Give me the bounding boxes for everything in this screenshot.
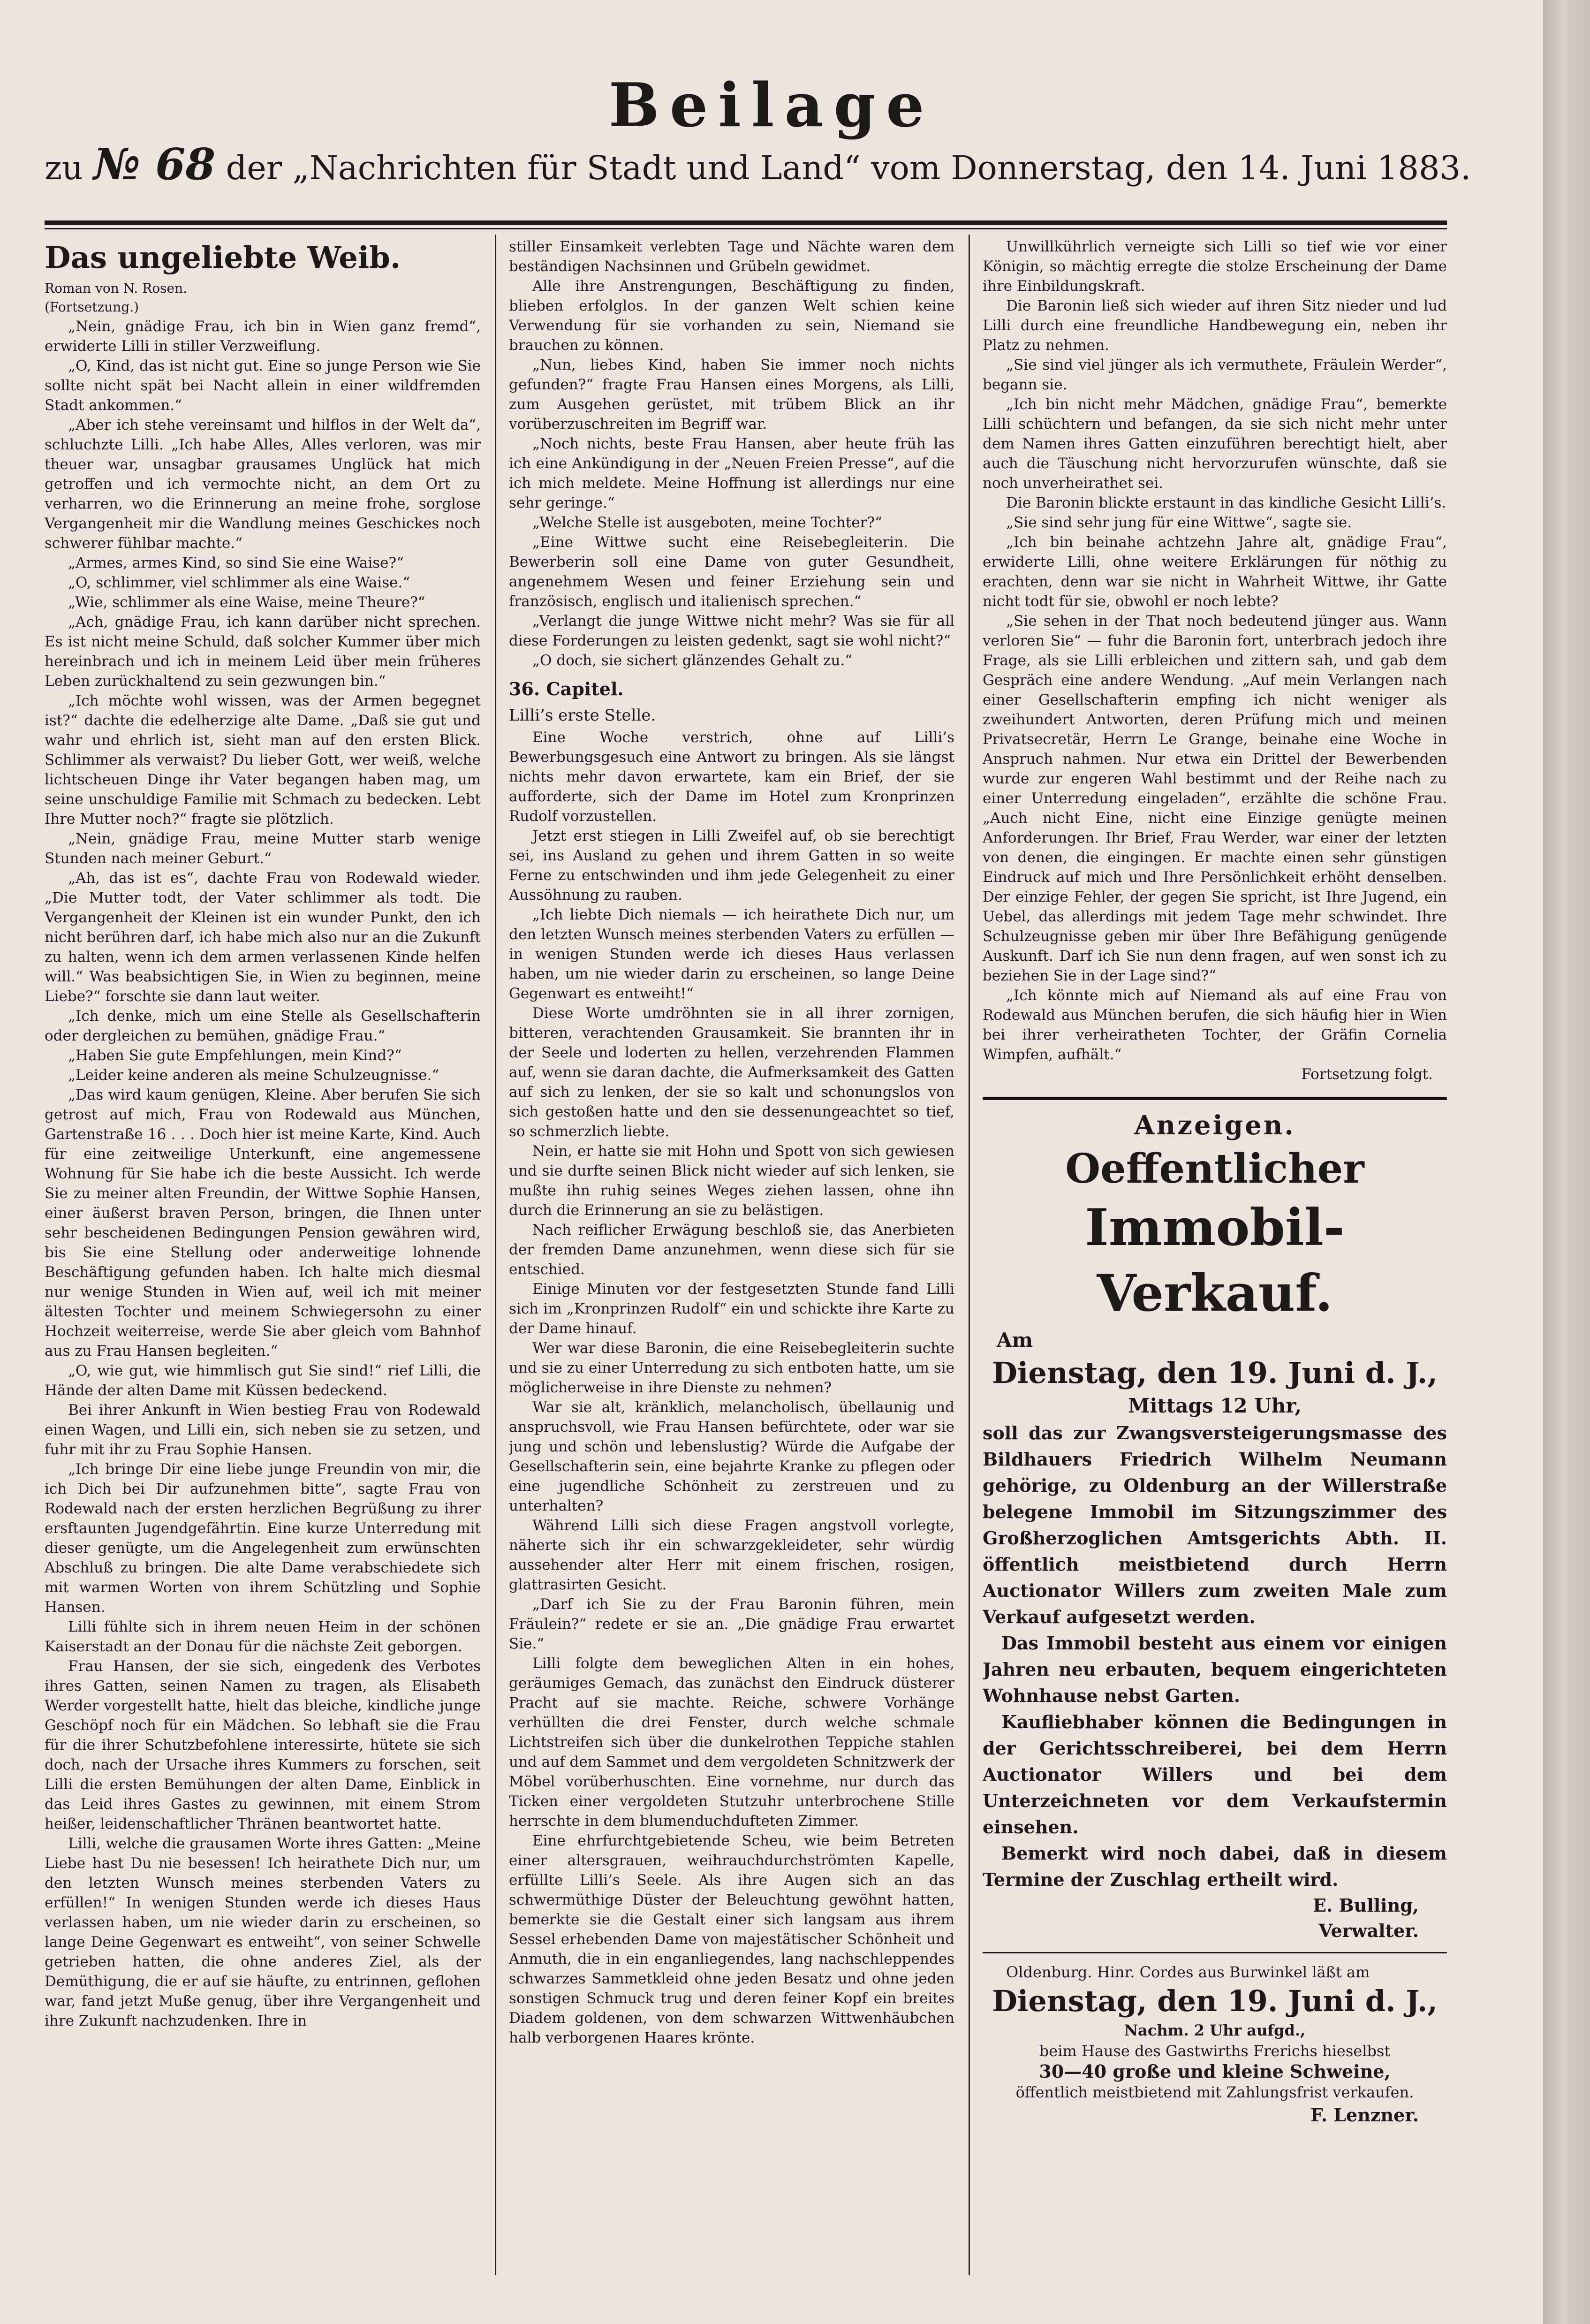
paragraph: Bei ihrer Ankunft in Wien bestieg Frau von Rodewald einen Wagen, und Lilli ein, sich neben sie zu setzen, und fuhr mit ihr zu Frau Sophie Hansen. bbox=[45, 1402, 481, 1458]
ad-title-line1: Oeffentlicher bbox=[1065, 1145, 1364, 1192]
ad2-terms: öffentlich meistbietend mit Zahlungsfrist verkaufen. bbox=[1015, 2083, 1414, 2101]
paragraph: Lilli folgte dem beweglichen Alten in ein hohes, geräumiges Gemach, das zunächst den Eindruck düsterer Pracht auf sie machte. Reiche, schwere Vorhänge verhüllten die drei Fenster, durch welche schmale Lichtstreifen sich über die dunkelrothen Teppiche stahlen und auf dem Sammet und dem vergoldeten Schnitzwerk der Möbel vorüberhuschten. Eine vornehme, nur durch das Ticken einer vergoldeten Stutzuhr unterbrochene Stille herrschte in dem blumenduchdufteten Zimmer. bbox=[509, 1655, 954, 1830]
story-continuation: (Fortsetzung.) bbox=[45, 299, 139, 315]
paragraph: Jetzt erst stiegen in Lilli Zweifel auf, ob sie berechtigt sei, ins Ausland zu gehen und ihrem Gatten in so weite Ferne zu entschwinden und ihm jede Gelegenheit zu einer Aussöhnung zu rauben. bbox=[509, 828, 954, 904]
ad2-details bbox=[983, 2020, 1447, 2103]
paragraph: „Nein, gnädige Frau, meine Mutter starb wenige Stunden nach meiner Geburt.“ bbox=[45, 830, 481, 867]
ad-title-line2: Immobil-Verkauf. bbox=[1085, 1198, 1345, 1323]
paragraph: Eine Woche verstrich, ohne auf Lilli’s Bewerbungsgesuch eine Antwort zu bringen. Als sie längst nichts mehr davon erwartete, kam ein Brief, der sie aufforderte, sich der Dame im Hotel zum Kronprinzen Rudolf vorzustellen. bbox=[509, 729, 954, 825]
paragraph: „Sie sind viel jünger als ich vermuthete, Fräulein Werder“, begann sie. bbox=[983, 357, 1447, 393]
ad2-body bbox=[983, 1962, 1447, 1982]
chapter-title: Lilli’s erste Stelle. bbox=[509, 706, 656, 725]
paragraph: „Ich bin beinahe achtzehn Jahre alt, gnädige Frau“, erwiderte Lilli, ohne weitere Erklärungen für nöthig zu erachten, denn war sie nicht in Wahrheit Wittwe, ihr Gatte nicht todt für sie, obwohl er noch lebte? bbox=[983, 534, 1447, 610]
paragraph: Lilli fühlte sich in ihrem neuen Heim in der schönen Kaiserstadt an der Donau für die nächste Zeit geborgen. bbox=[45, 1618, 481, 1655]
paragraph: Eine ehrfurchtgebietende Scheu, wie beim Betreten einer altersgrauen, weihrauchdurchströmten Kapelle, erfüllte Lilli’s Seele. Als ihre Augen sich an das schwermüthige Düster der Beleuchtung gewöhnt hatten, bemerkte sie die Gestalt einer sich langsam aus ihrem Sessel erhebenden Dame von majestätischer Schönheit und Anmuth, die in ein enganliegendes, lang nachschleppendes schwarzes Sammetkleid ohne jeden Besatz und ohne jeden sonstigen Schmuck trug und deren feiner Kopf ein breites Diadem goldenen, von dem schwarzen Wittwenhäubchen halb verborgenen Haares krönte. bbox=[509, 1832, 954, 2046]
paragraph: „Armes, armes Kind, so sind Sie eine Waise?“ bbox=[68, 554, 404, 571]
ad-paragraph: Das Immobil besteht aus einem vor einigen Jahren neu erbauten, bequem eingerichteten Wohnhause nebst Garten. bbox=[983, 1633, 1447, 1706]
column-1-text bbox=[45, 317, 481, 2031]
column-1 bbox=[45, 237, 481, 2273]
issue-number: № 68 bbox=[93, 139, 216, 190]
ad2-date: Dienstag, den 19. Juni d. J., bbox=[992, 1984, 1438, 2018]
paragraph: stiller Einsamkeit verlebten Tage und Nächte waren dem beständigen Nachsinnen und Grübeln gewidmet. bbox=[509, 238, 954, 275]
section-rule bbox=[983, 1097, 1447, 1100]
header-rule bbox=[45, 220, 1447, 225]
ad-time: Mittags 12 Uhr, bbox=[1128, 1394, 1302, 1417]
paragraph: „Wie, schlimmer als eine Waise, meine Theure?“ bbox=[68, 594, 425, 611]
ad2-goods: 30—40 große und kleine Schweine, bbox=[1039, 2061, 1391, 2082]
ad-date: Dienstag, den 19. Juni d. J., bbox=[992, 1356, 1438, 1390]
paragraph: Nein, er hatte sie mit Hohn und Spott von sich gewiesen und sie durfte seinen Blick nicht wieder auf sich lenken, sie mußte ihn ruhig seines Weges ziehen lassen, ohne ihn durch die Erinnerung an sie zu belästigen. bbox=[509, 1143, 954, 1219]
ads-heading: Anzeigen. bbox=[1134, 1110, 1295, 1141]
paragraph: „Haben Sie gute Empfehlungen, mein Kind?“ bbox=[68, 1047, 402, 1064]
paragraph: „Ich bringe Dir eine liebe junge Freundin von mir, die ich Dich bei Dir aufzunehmen bitte“, sagte Frau von Rodewald nach der ersten herzlichen Begrüßung zu ihrer ersftaunten Jugendgefährtin. Eine kurze Unterredung mit dieser genügte, um die Angelegenheit zum erwünschten Abschluß zu bringen. Die alte Dame verabschiedete sich mit warmen Worten von ihrem Schützling und Sophie Hansen. bbox=[45, 1461, 481, 1616]
paragraph: „Das wird kaum genügen, Kleine. Aber berufen Sie sich getrost auf mich, Frau von Rodewald aus München, Gartenstraße 16 . . . Doch hier ist meine Karte, Kind. Auch für eine zeitweilige Unterkunft, eine angemessene Wohnung für Sie habe ich die beste Aussicht. Ich werde Sie zu meiner alten Freundin, der Wittwe Sophie Hansen, einer äußerst braven Person, bringen, die Ihnen unter sehr bescheidenen Bedingungen Pension gewähren wird, bis Sie eine Stellung oder anderweitige lohnende Beschäftigung gefunden haben. Ich halte mich diesmal nur wenige Stunden in Wien auf, weil ich mit meiner ältesten Tochter und meinem Schwiegersohn zu einer Hochzeit weiterreise, werde Sie aber gleich vom Bahnhof aus zu Frau Hansen begleiten.“ bbox=[45, 1086, 481, 1359]
paragraph: „Ach, gnädige Frau, ich kann darüber nicht sprechen. Es ist nicht meine Schuld, daß solcher Kummer über mich hereinbrach und ich in meinem Leid über mein früheres Leben zurückhaltend zu sein gezwungen bin.“ bbox=[45, 614, 481, 690]
ad-paragraph: Bemerkt wird noch dabei, daß in diesem Termine der Zuschlag ertheilt wird. bbox=[983, 1843, 1447, 1890]
paragraph: „Verlangt die junge Wittwe nicht mehr? Was sie für all diese Forderungen zu leisten gedenkt, sagt sie wohl nicht?“ bbox=[509, 613, 954, 649]
column-2 bbox=[509, 237, 954, 2273]
subtitle-pre: zu bbox=[45, 149, 83, 187]
column-3 bbox=[983, 237, 1447, 2273]
paragraph: „Ich liebte Dich niemals — ich heirathete Dich nur, um den letzten Wunsch meines sterbenden Vaters zu erfüllen — in wenigen Stunden werde ich dieses Haus verlassen haben, um nie wieder darin zu erscheinen, so lange Deine Gegenwart es entweiht!“ bbox=[509, 906, 954, 1002]
paragraph: „Sie sehen in der That noch bedeutend jünger aus. Wann verloren Sie“ — fuhr die Baronin fort, unterbrach jedoch ihre Frage, als sie Lilli erbleichen und zittern sah, und gab dem Gespräch eine andere Wendung. „Auf mein Verlangen nach einer Gesellschafterin empfing ich nicht weniger als zweihundert Antworten, deren Prüfung mich und meinen Privatsecretär, Herrn Le Grange, beinahe eine Woche in Anspruch nahmen. Nur etwa ein Drittel der Bewerbenden wurde zur engeren Wahl bestimmt und der Reihe nach zu einer Unterredung eingeladen“, erzählte die schöne Frau. „Auch nicht Eine, nicht eine Einzige genügte meinen Anforderungen. Ihr Brief, Frau Werder, war einer der letzten von denen, die eingingen. Er machte einen sehr günstigen Eindruck auf mich und Ihre Persönlichkeit erhöht denselben. Der einzige Fehler, der gegen Sie spricht, ist Ihre Jugend, ein Uebel, das allerdings mit jedem Tage mehr schwindet. Ihre Schulzeugnisse geben mir über Ihre Befähigung genügende Auskunft. Darf ich Sie nun denn fragen, auf wen sonst ich zu beziehen Sie in der Lage sind?“ bbox=[983, 613, 1447, 984]
ad-divider bbox=[983, 1952, 1447, 1953]
paragraph: Die Baronin ließ sich wieder auf ihren Sitz nieder und lud Lilli durch eine freundliche Handbewegung ein, neben ihr Platz zu nehmen. bbox=[983, 297, 1447, 354]
paragraph: „Ich denke, mich um eine Stelle als Gesellschafterin oder dergleichen zu bemühen, gnädige Frau.“ bbox=[45, 1008, 481, 1044]
ad-signature-name: E. Bulling, bbox=[1313, 1895, 1419, 1916]
paragraph: „Welche Stelle ist ausgeboten, meine Tochter?“ bbox=[532, 514, 882, 531]
ad2-place: beim Hause des Gastwirths Frerichs hieselbst bbox=[1039, 2042, 1391, 2060]
subtitle-post: der „Nachrichten für Stadt und Land“ vom Donnerstag, den 14. Juni 1883. bbox=[226, 149, 1471, 187]
paragraph: Einige Minuten vor der festgesetzten Stunde fand Lilli sich im „Kronprinzen Rudolf“ ein und schickte ihre Karte zu der Dame hinauf. bbox=[509, 1281, 954, 1337]
ad-paragraph: soll das zur Zwangsversteigerungsmasse des Bildhauers Friedrich Wilhelm Neumann gehörige, zu Oldenburg an der Willerstraße belegene Immobil im Sitzungszimmer des Großherzoglichen Amtsgerichts Abth. II. öffentlich meistbietend durch Herrn Auctionator Willers zum zweiten Male zum Verkauf aufgesetzt werden. bbox=[983, 1422, 1447, 1627]
paragraph: „Leider keine anderen als meine Schulzeugnisse.“ bbox=[68, 1067, 439, 1084]
to-be-continued: Fortsetzung folgt. bbox=[1301, 1066, 1433, 1083]
supplement-title: Beilage bbox=[608, 70, 935, 141]
paragraph: Alle ihre Anstrengungen, Beschäftigung zu finden, blieben erfolglos. In der ganzen Welt schien keine Verwendung für sie vorhanden zu sein, Niemand sie brauchen zu können. bbox=[509, 278, 954, 354]
paragraph: „O, Kind, das ist nicht gut. Eine so junge Person wie Sie sollte nicht spät bei Nacht allein in einer wildfremden Stadt ankommen.“ bbox=[45, 357, 481, 414]
paragraph: Frau Hansen, der sie sich, eingedenk des Verbotes ihres Gatten, seinen Namen zu tragen, als Elisabeth Werder vorgestellt hatte, hielt das bleiche, kindliche junge Geschöpf noch für ein Mädchen. So lebhaft sie die Frau für die ihrer Schutzbefohlene interessirte, hütete sie sich doch, nach der Ursache ihres Kummers zu forschen, seit Lilli die ersten Bemühungen der alten Dame, Einblick in das Leid ihres Gastes zu gewinnen, mit einem Strom heißer, leidenschaftlicher Thränen beantwortet hatte. bbox=[45, 1658, 481, 1832]
paragraph: „Ich bin nicht mehr Mädchen, gnädige Frau“, bemerkte Lilli schüchtern und befangen, da sie sich nicht mehr unter dem Namen ihres Gatten einzuführen berechtigt hielt, aber auch die Täuschung nicht hervorzurufen wünschte, daß sie noch unverheirathet sei. bbox=[983, 396, 1447, 492]
paragraph: Unwillkührlich verneigte sich Lilli so tief wie vor einer Königin, so mächtig erregte die stolze Erscheinung der Dame ihre Einbildungskraft. bbox=[983, 238, 1447, 295]
paragraph: „Nein, gnädige Frau, ich bin in Wien ganz fremd“, erwiderte Lilli in stiller Verzweiflung. bbox=[45, 318, 481, 355]
header-rule-thin bbox=[45, 228, 1447, 229]
paragraph: „Ich möchte wohl wissen, was der Armen begegnet ist?“ dachte die edelherzige alte Dame. „Daß sie gut und wahr und ehrlich ist, sieht man auf den ersten Blick. Schlimmer als verwaist? Du lieber Gott, wer weiß, welche lichtscheuen Dinge ihr Vater begangen haben mag, um seine unschuldige Familie mit Schmach zu bedecken. Lebt Ihre Mutter noch?“ fragte sie plötzlich. bbox=[45, 692, 481, 828]
paragraph: Diese Worte umdröhnten sie in all ihrer zornigen, bitteren, verachtenden Grausamkeit. Sie brannten ihr in der Seele und loderten zu hellen, verzehrenden Flammen auf, wenn sie daran dachte, die Aufmerksamkeit des Gatten auf sich zu lenken, der sie so kalt und schonungslos von sich gestoßen hatte und den sie dessenungeachtet so tief, so schmerzlich liebte. bbox=[509, 1005, 954, 1140]
chapter-number: 36. Capitel. bbox=[509, 678, 624, 699]
paragraph: Lilli, welche die grausamen Worte ihres Gatten: „Meine Liebe hast Du nie besessen! Ich heirathete Dich nur, um den letzten Wunsch meines sterbenden Vaters zu erfüllen!“ In wenigen Stunden werde ich dieses Haus verlassen haben, um nie wieder darin zu erscheinen, so lange Deine Gegenwart es entweiht“, von seiner Schwelle getrieben hatten, die ohne anderes Ziel, als der Demüthigung, die er auf sie häufte, zu entrinnen, geflohen war, fand jetzt Muße genug, über ihre Vergangenheit und ihre Zukunft nachzudenken. Ihre in bbox=[45, 1835, 481, 2029]
masthead-subtitle bbox=[45, 139, 1471, 191]
paragraph: „O, schlimmer, viel schlimmer als eine Waise.“ bbox=[68, 574, 410, 591]
story-byline: Roman von N. Rosen. bbox=[45, 281, 188, 296]
column-divider bbox=[969, 235, 970, 2275]
paragraph: War sie alt, kränklich, melancholisch, übellaunig und anspruchsvoll, wie Frau Hansen befürchtete, oder war sie jung und schön und lebenslustig? Würde die Aufgabe der Gesellschafterin sein, eine bejahrte Kranke zu pflegen oder eine jugendliche Schönheit zu zerstreuen und zu unterhalten? bbox=[509, 1399, 954, 1514]
paragraph: „Darf ich Sie zu der Frau Baronin führen, mein Fräulein?“ redete er sie an. „Die gnädige Frau erwartet Sie.“ bbox=[509, 1596, 954, 1652]
paragraph: „Sie sind sehr jung für eine Wittwe“, sagte sie. bbox=[1006, 514, 1352, 531]
ad-signature-role: Verwalter. bbox=[1318, 1920, 1419, 1941]
paragraph: „Ah, das ist es“, dachte Frau von Rodewald wieder. „Die Mutter todt, der Vater schlimmer als todt. Die Vergangenheit der Kleinen ist ein wunder Punkt, den ich nicht berühren darf, ich habe mich also nur an die Zukunft zu halten, wenn ich dem armen verlassenen Kinde helfen will.“ Was beabsichtigen Sie, in Wien zu beginnen, meine Liebe?“ forschte sie dann laut weiter. bbox=[45, 870, 481, 1005]
paragraph: Wer war diese Baronin, die eine Reisebegleiterin suchte und sie zu einer Unterredung zu sich entboten hatte, um sie möglicherweise in ihre Dienste zu nehmen? bbox=[509, 1340, 954, 1396]
paragraph: „O, wie gut, wie himmlisch gut Sie sind!“ rief Lilli, die Hände der alten Dame mit Küssen bedeckend. bbox=[45, 1362, 481, 1399]
ad-paragraph: Kaufliebhaber können die Bedingungen in der Gerichtsschreiberei, bei dem Herrn Auctionator Willers und bei dem Unterzeichneten vor dem Verkaufstermin einsehen. bbox=[983, 1711, 1447, 1838]
paragraph: „Eine Wittwe sucht eine Reisebegleiterin. Die Bewerberin soll eine Dame von guter Gesundheit, angenehmem Wesen und feiner Erziehung sein und französisch, englisch und italienisch sprechen.“ bbox=[509, 534, 954, 610]
ad-body bbox=[983, 1420, 1447, 1893]
ad2-signature: F. Lenzner. bbox=[1310, 2104, 1419, 2126]
ad-am: Am bbox=[997, 1329, 1033, 1352]
masthead bbox=[0, 70, 1543, 141]
paragraph: „O doch, sie sichert glänzendes Gehalt zu.“ bbox=[532, 652, 853, 669]
paragraph: „Noch nichts, beste Frau Hansen, aber heute früh las ich eine Ankündigung in der „Neuen Freien Presse“, auf die ich mich meldete. Meine Hoffnung ist allerdings nur eine sehr geringe.“ bbox=[509, 435, 954, 511]
paragraph: „Ich könnte mich auf Niemand als auf eine Frau von Rodewald aus München berufen, die sich häufig hier in Wien bei ihrer verheiratheten Tochter, der Gräfin Cornelia Wimpfen, aufhält.“ bbox=[983, 987, 1447, 1063]
ad2-time: Nachm. 2 Uhr aufgd., bbox=[1124, 2021, 1306, 2039]
page-edge bbox=[1543, 0, 1590, 2324]
paragraph: Nach reiflicher Erwägung beschloß sie, das Anerbieten der fremden Dame anzunehmen, wenn diese sich für sie entschied. bbox=[509, 1222, 954, 1278]
story-title: Das ungeliebte Weib. bbox=[45, 240, 401, 275]
ad2-intro: Oldenburg. Hinr. Cordes aus Burwinkel läßt am bbox=[1006, 1963, 1370, 1981]
paragraph: „Nun, liebes Kind, haben Sie immer noch nichts gefunden?“ fragte Frau Hansen eines Morgens, als Lilli, zum Ausgehen gerüstet, mit trübem Blick an ihr vorüberzuschreiten im Begriff war. bbox=[509, 357, 954, 433]
paragraph: „Aber ich stehe vereinsamt und hilflos in der Welt da“, schluchzte Lilli. „Ich habe Alles, Alles verloren, was mir theuer war, unsagbar grausames Unglück hat mich getroffen und ich vermochte nicht, an dem Ort zu verharren, wo die Erinnerung an meine frohe, sorglose Vergangenheit mir die Wandlung meines Geschickes noch schwerer fühlbar machte.“ bbox=[45, 417, 481, 552]
column-divider bbox=[495, 235, 496, 2275]
paragraph: Während Lilli sich diese Fragen angstvoll vorlegte, näherte sich ihr ein schwarzgekleideter, sehr würdig aussehender alter Herr mit einem frischen, rosigen, glattrasirten Gesicht. bbox=[509, 1517, 954, 1593]
paragraph: Die Baronin blickte erstaunt in das kindliche Gesicht Lilli’s. bbox=[1006, 494, 1446, 511]
